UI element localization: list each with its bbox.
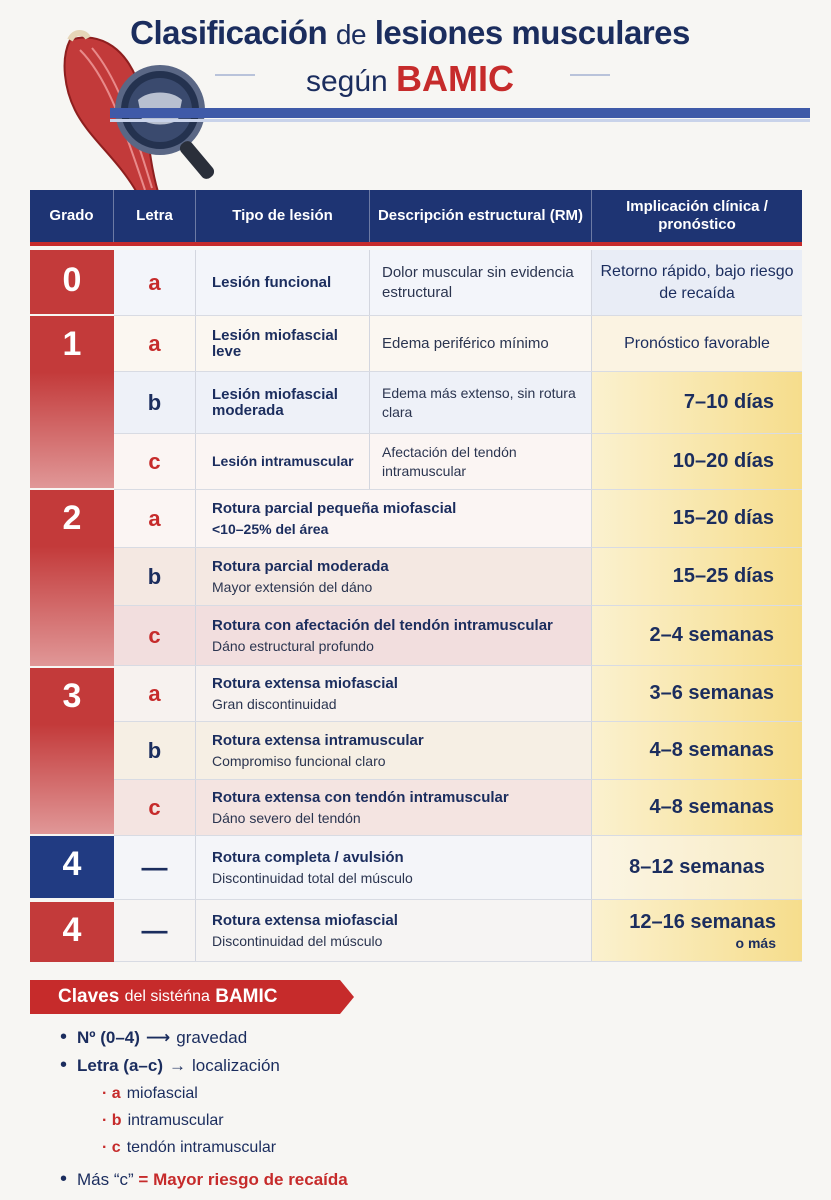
bullet-icon: • — [60, 1054, 68, 1076]
row-main: Rotura extensa miofascial — [212, 675, 398, 692]
header-letra: Letra — [114, 190, 196, 242]
row-prognosis-tail: o más — [735, 934, 776, 951]
page-title: Clasificación de lesiones musculares — [130, 14, 690, 51]
table-row — [114, 722, 802, 780]
row-sub: Dáno estructural profundo — [212, 638, 374, 654]
row-sub: Discontinuidad del músculo — [212, 933, 383, 949]
row-sub: Gran discontinuidad — [212, 696, 337, 712]
row-prognosis: 4–8 semanas — [592, 722, 802, 779]
row-sub: <10–25% del área — [212, 521, 329, 537]
title-rule-right — [570, 74, 610, 76]
row-prognosis: 4–8 semanas — [592, 780, 802, 835]
header — [0, 0, 831, 185]
header-band-light — [110, 119, 810, 122]
row-sub: Compromiso funcional claro — [212, 753, 386, 769]
marker-c: · c — [102, 1139, 121, 1156]
row-description — [196, 836, 592, 899]
table-row — [114, 434, 802, 490]
grade-1-fade — [30, 372, 114, 488]
row-description — [196, 722, 592, 779]
row-main: Rotura parcial moderada — [212, 558, 389, 575]
table-row — [114, 606, 802, 666]
key-recaida: • Más “c” = Mayor riesgo de recaída — [60, 1168, 348, 1190]
key-sub-c: · c tendón intramuscular — [102, 1139, 277, 1156]
page-subtitle: según BAMIC — [305, 58, 515, 99]
row-prognosis — [592, 900, 802, 961]
row-prognosis: Retorno rápido, bajo riesgo de recaída — [592, 250, 802, 315]
row-letter: — — [114, 900, 196, 961]
grade-2-fade — [30, 546, 114, 666]
header-descripcion: Descripción estructural (RM) — [370, 190, 592, 242]
grade-4-complete-number: 4 — [62, 844, 82, 883]
row-letter: a — [114, 316, 196, 371]
table-row — [114, 900, 802, 962]
row-type: Lesión intramuscular — [196, 434, 370, 489]
row-description — [196, 666, 592, 721]
marker-b: · b — [102, 1112, 122, 1129]
marker-a: · a — [102, 1085, 121, 1102]
row-prognosis: 3–6 semanas — [592, 666, 802, 721]
row-desc: Afectación del tendón intramuscular — [370, 434, 592, 489]
key-localizacion: • Letra (a–c) → localización — [60, 1054, 280, 1076]
row-prognosis: 15–20 días — [592, 490, 802, 547]
row-type: Lesión miofascial leve — [196, 316, 370, 371]
header-grado: Grado — [30, 190, 114, 242]
grade-4-extensa-number: 4 — [62, 910, 82, 949]
row-prognosis-main: 12–16 semanas — [629, 910, 776, 933]
table-row — [114, 372, 802, 434]
bamic-table — [30, 190, 802, 962]
row-letter: a — [114, 490, 196, 547]
grade-2-number: 2 — [62, 498, 82, 537]
row-type: Lesión miofascial moderada — [196, 372, 370, 433]
row-desc: Edema periférico mínimo — [370, 316, 592, 371]
row-main: Rotura con afectación del tendón intramuscular — [212, 617, 553, 634]
header-implicacion: Implicación clínica / pronóstico — [626, 198, 768, 233]
row-letter: a — [114, 250, 196, 315]
table-row — [114, 316, 802, 372]
row-desc: Edema más extenso, sin rotura clara — [370, 372, 592, 433]
arrow-right-icon: ⟶ — [145, 1027, 171, 1047]
grade-1-number: 1 — [62, 324, 82, 363]
row-description — [196, 548, 592, 605]
row-prognosis: 8–12 semanas — [592, 836, 802, 899]
row-letter: c — [114, 434, 196, 489]
keys-title: Claves del sistéńna BAMIC — [30, 980, 340, 1014]
row-main: Rotura parcial pequeña miofascial — [212, 500, 457, 517]
bullet-icon: • — [60, 1168, 68, 1190]
row-letter: c — [114, 606, 196, 665]
row-main: Rotura extensa con tendón intramuscular — [212, 789, 509, 806]
row-description — [196, 606, 592, 665]
table-header — [30, 190, 802, 246]
row-prognosis: 15–25 días — [592, 548, 802, 605]
row-letter: b — [114, 548, 196, 605]
row-prognosis: 10–20 días — [592, 434, 802, 489]
header-band — [110, 108, 810, 118]
bullet-icon: • — [60, 1026, 68, 1048]
row-sub: Mayor extensión del dáno — [212, 579, 373, 595]
table-row — [114, 548, 802, 606]
table-row — [114, 836, 802, 900]
row-letter: b — [114, 372, 196, 433]
header-tipo: Tipo de lesión — [196, 190, 370, 242]
table-row — [114, 780, 802, 836]
row-sub: Dáno severo del tendón — [212, 810, 361, 826]
row-letter: b — [114, 722, 196, 779]
row-prognosis: 2–4 semanas — [592, 606, 802, 665]
row-main: Rotura completa / avulsión — [212, 849, 404, 866]
table-row — [114, 490, 802, 548]
table-row — [114, 666, 802, 722]
row-letter: — — [114, 836, 196, 899]
grade-3-fade — [30, 724, 114, 834]
row-type: Lesión funcional — [196, 250, 370, 315]
row-main: Rotura extensa intramuscular — [212, 732, 424, 749]
row-prognosis: 7–10 días — [592, 372, 802, 433]
keys-section — [30, 980, 810, 1190]
grade-3-number: 3 — [62, 676, 82, 715]
row-letter: a — [114, 666, 196, 721]
arrow-right-icon: → — [169, 1055, 186, 1075]
row-sub: Discontinuidad total del músculo — [212, 870, 413, 886]
row-description — [196, 490, 592, 547]
row-prognosis: Pronóstico favorable — [592, 316, 802, 371]
row-description — [196, 900, 592, 961]
row-main: Rotura extensa miofascial — [212, 912, 398, 929]
key-sub-a: · a miofascial — [102, 1085, 198, 1102]
key-gravedad: • Nº (0–4) ⟶ gravedad — [60, 1026, 248, 1048]
table-row — [114, 250, 802, 316]
row-letter: c — [114, 780, 196, 835]
key-sub-b: · b intramuscular — [102, 1112, 224, 1129]
row-description — [196, 780, 592, 835]
grade-0-number: 0 — [62, 260, 82, 299]
row-desc: Dolor muscular sin evidencia estructural — [370, 250, 592, 315]
